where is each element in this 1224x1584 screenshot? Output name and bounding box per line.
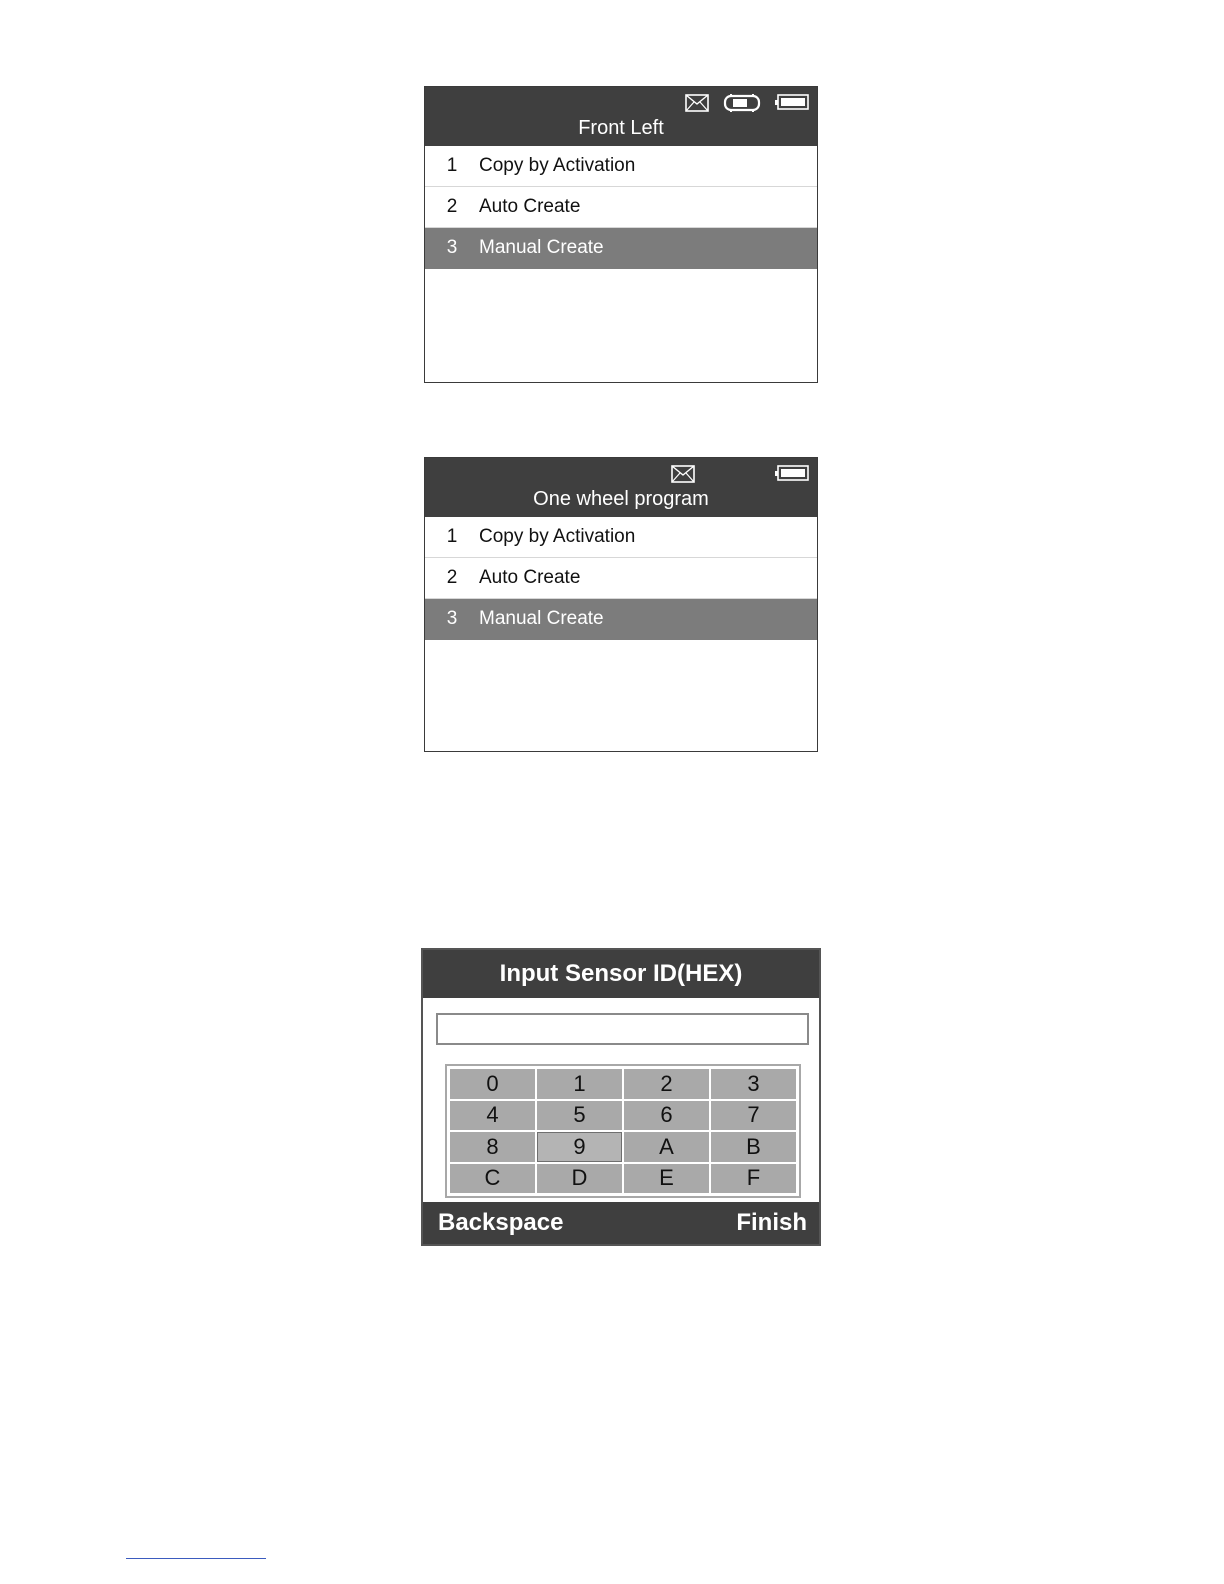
menu-item-auto-create[interactable] xyxy=(425,558,817,599)
hex-keypad xyxy=(445,1064,801,1198)
menu-item-number: 3 xyxy=(446,237,458,258)
status-icons xyxy=(671,94,809,112)
sensor-id-input[interactable] xyxy=(436,1013,809,1045)
key-5[interactable]: 5 xyxy=(537,1101,622,1131)
car-icon xyxy=(723,94,761,112)
battery-icon xyxy=(775,94,809,112)
screen-title: One wheel program xyxy=(533,488,709,510)
menu-item-number: 2 xyxy=(446,567,458,588)
key-e[interactable]: E xyxy=(624,1164,709,1194)
key-1[interactable]: 1 xyxy=(537,1069,622,1099)
key-7[interactable]: 7 xyxy=(711,1101,796,1131)
key-6[interactable]: 6 xyxy=(624,1101,709,1131)
menu-item-number: 1 xyxy=(446,155,458,176)
key-8[interactable]: 8 xyxy=(450,1132,535,1162)
key-c[interactable]: C xyxy=(450,1164,535,1194)
key-b[interactable]: B xyxy=(711,1132,796,1162)
menu-item-label: Auto Create xyxy=(479,567,581,588)
key-9[interactable]: 9 xyxy=(537,1132,622,1162)
one-wheel-program-screen xyxy=(424,457,818,752)
menu-item-manual-create[interactable] xyxy=(425,228,817,269)
menu-item-label: Manual Create xyxy=(479,608,604,629)
key-f[interactable]: F xyxy=(711,1164,796,1194)
battery-icon xyxy=(775,465,809,483)
key-4[interactable]: 4 xyxy=(450,1101,535,1131)
menu-item-copy-by-activation[interactable] xyxy=(425,146,817,187)
menu-item-label: Manual Create xyxy=(479,237,604,258)
menu-item-auto-create[interactable] xyxy=(425,187,817,228)
menu-item-label: Copy by Activation xyxy=(479,155,636,176)
key-0[interactable]: 0 xyxy=(450,1069,535,1099)
menu-item-number: 3 xyxy=(446,608,458,629)
title-bar xyxy=(425,458,817,517)
menu-item-label: Auto Create xyxy=(479,196,581,217)
title-bar xyxy=(425,87,817,146)
menu-item-manual-create[interactable] xyxy=(425,599,817,640)
key-2[interactable]: 2 xyxy=(624,1069,709,1099)
input-sensor-id-screen xyxy=(421,948,821,1246)
mail-icon xyxy=(671,465,695,483)
key-3[interactable]: 3 xyxy=(711,1069,796,1099)
screen-title: Front Left xyxy=(578,117,664,139)
mail-icon xyxy=(685,94,709,112)
screen-title: Input Sensor ID(HEX) xyxy=(423,950,819,998)
menu-item-number: 2 xyxy=(446,196,458,217)
finish-button[interactable]: Finish xyxy=(736,1209,807,1236)
menu-item-label: Copy by Activation xyxy=(479,526,636,547)
menu-item-number: 1 xyxy=(446,526,458,547)
status-icons xyxy=(657,465,809,483)
key-d[interactable]: D xyxy=(537,1164,622,1194)
footer-bar xyxy=(423,1202,819,1244)
front-left-screen xyxy=(424,86,818,383)
menu-item-copy-by-activation[interactable] xyxy=(425,517,817,558)
backspace-button[interactable]: Backspace xyxy=(438,1209,564,1236)
footnote-divider xyxy=(126,1558,266,1559)
key-a[interactable]: A xyxy=(624,1132,709,1162)
